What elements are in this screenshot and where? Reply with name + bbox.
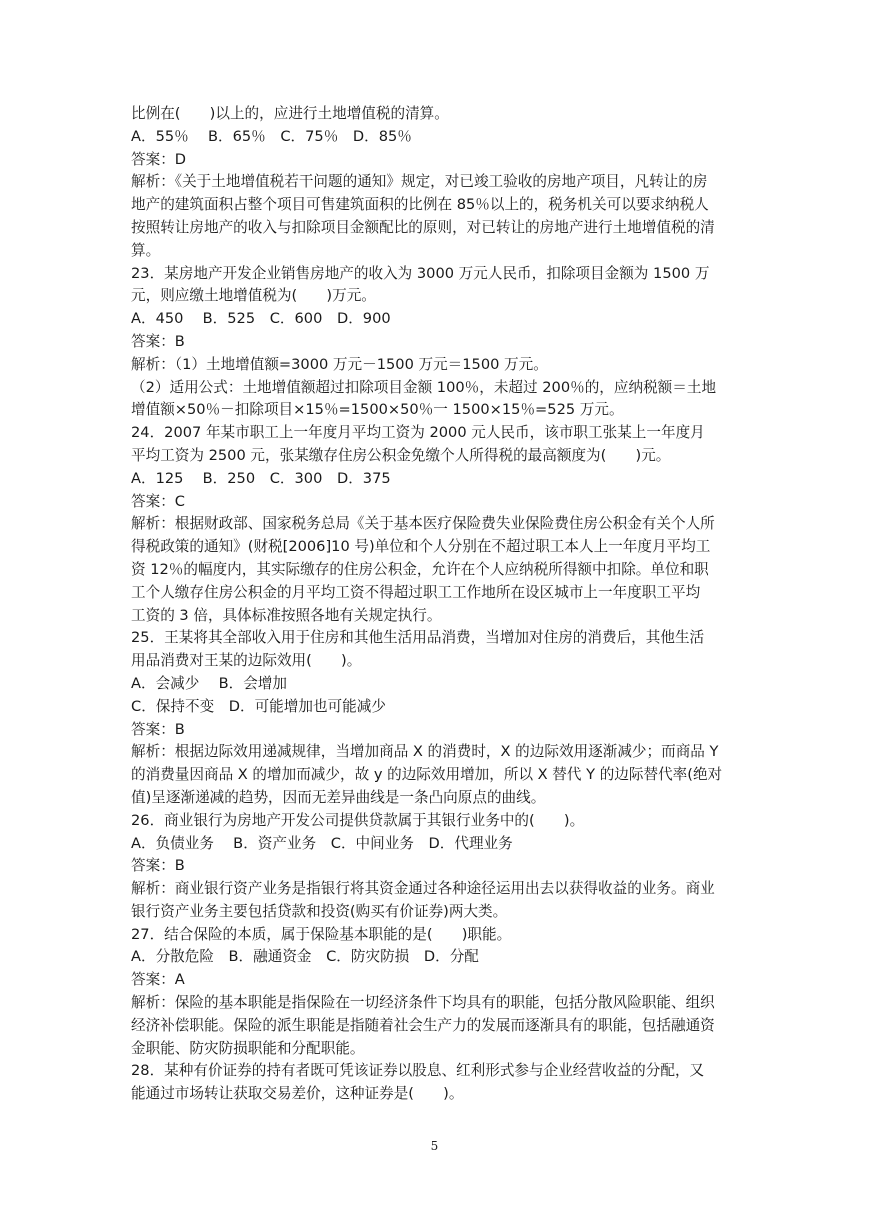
text-line: 答案：A [131,971,185,989]
text-line: 经济补偿职能。保险的派生职能是指随着社会生产力的发展而逐渐具有的职能，包括融通资 [131,1016,715,1034]
text-line: 元，则应缴土地增值税为( )万元。 [131,287,376,305]
text-line: A．分散危险 B．融通资金 C．防灾防损 D．分配 [131,948,479,966]
text-line: 26．商业银行为房地产开发公司提供贷款属于其银行业务中的( )。 [131,811,585,829]
text-line: 27．结合保险的本质，属于保险基本职能的是( )职能。 [131,925,512,943]
text-line: 平均工资为 2500 元，张某缴存住房公积金免缴个人所得税的最高额度为( )元。 [131,446,671,464]
text-line: 算。 [131,241,161,259]
text-line: 解析：《关于土地增值税若干问题的通知》规定，对已竣工验收的房地产项目，凡转让的房 [131,173,708,191]
text-line: 25．王某将其全部收入用于住房和其他生活用品消费，当增加对住房的消费后，其他生活 [131,629,705,647]
text-line: 答案：B [131,332,185,350]
text-line: 的消费量因商品 X 的增加而减少，故 y 的边际效用增加，所以 X 替代 Y 的边际替代率(绝对 [131,766,723,784]
text-line: 28．某种有价证券的持有者既可凭该证券以股息、红利形式参与企业经营收益的分配，又 [131,1062,705,1080]
text-line: 答案：B [131,720,185,738]
text-line: 解析：保险的基本职能是指保险在一切经济条件下均具有的职能，包括分散风险职能、组织 [131,994,715,1012]
text-line: A．负债业务 B．资产业务 C．中间业务 D．代理业务 [131,834,513,852]
text-line: A．55％ B．65％ C．75％ D．85％ [131,127,412,145]
text-line: 资 12％的幅度内，其实际缴存的住房公积金，允许在个人应纳税所得额中扣除。单位和职 [131,560,709,578]
text-line: 值)呈逐渐递减的趋势，因而无差异曲线是一条凸向原点的曲线。 [131,788,546,806]
text-line: 能通过市场转让获取交易差价，这种证券是( )。 [131,1085,464,1103]
text-line: A．会减少 B．会增加 [131,674,287,692]
text-line: 工资的 3 倍，具体标准按照各地有关规定执行。 [131,606,442,624]
text-line: 用品消费对王某的边际效用( )。 [131,652,362,670]
page-number: 5 [430,1139,439,1153]
text-line: 解析：（1）土地增值额=3000 万元－1500 万元＝1500 万元。 [131,355,548,373]
text-line: 按照转让房地产的收入与扣除项目金额配比的原则，对已转让的房地产进行土地增值税的清 [131,218,715,236]
text-line: 24．2007 年某市职工上一年度月平均工资为 2000 元人民币，该市职工张某上一年度月 [131,424,705,442]
text-line: （2）适用公式：土地增值额超过扣除项目金额 100％，未超过 200％的，应纳税额＝土地 [131,378,717,396]
text-line: 解析：根据边际效用递减规律，当增加商品 X 的消费时，X 的边际效用逐渐减少；而商品 Y [131,743,719,761]
text-line: 答案：B [131,857,185,875]
text-line: 增值额×50％－扣除项目×15％=1500×50％一 1500×15％=525 万元。 [131,401,624,419]
text-line: 答案：D [131,150,187,168]
text-line: C．保持不变 D．可能增加也可能减少 [131,697,386,715]
text-line: 金职能、防灾防损职能和分配职能。 [131,1039,365,1057]
text-line: 地产的建筑面积占整个项目可售建筑面积的比例在 85％以上的，税务机关可以要求纳税人 [131,196,709,214]
text-line: A．450 B．525 C．600 D．900 [131,310,391,328]
text-line: 比例在( )以上的，应进行土地增值税的清算。 [131,105,449,122]
text-line: 工个人缴存住房公积金的月平均工资不得超过职工工作地所在设区城市上一年度职工平均 [131,583,701,601]
text-line: 解析：根据财政部、国家税务总局《关于基本医疗保险费失业保险费住房公积金有关个人所 [131,515,715,533]
page-body [131,103,737,1106]
text-line: 答案：C [131,492,185,510]
text-line: 得税政策的通知》(财税[2006]10 号)单位和个人分别在不超过职工本人上一年度月平均工 [131,538,711,556]
text-line: 银行资产业务主要包括贷款和投资(购买有价证券)两大类。 [131,902,508,920]
text-line: A．125 B．250 C．300 D．375 [131,469,391,487]
text-line: 23．某房地产开发企业销售房地产的收入为 3000 万元人民币，扣除项目金额为 1500 万 [131,264,710,282]
text-line: 解析：商业银行资产业务是指银行将其资金通过各种途径运用出去以获得收益的业务。商业 [131,880,715,898]
